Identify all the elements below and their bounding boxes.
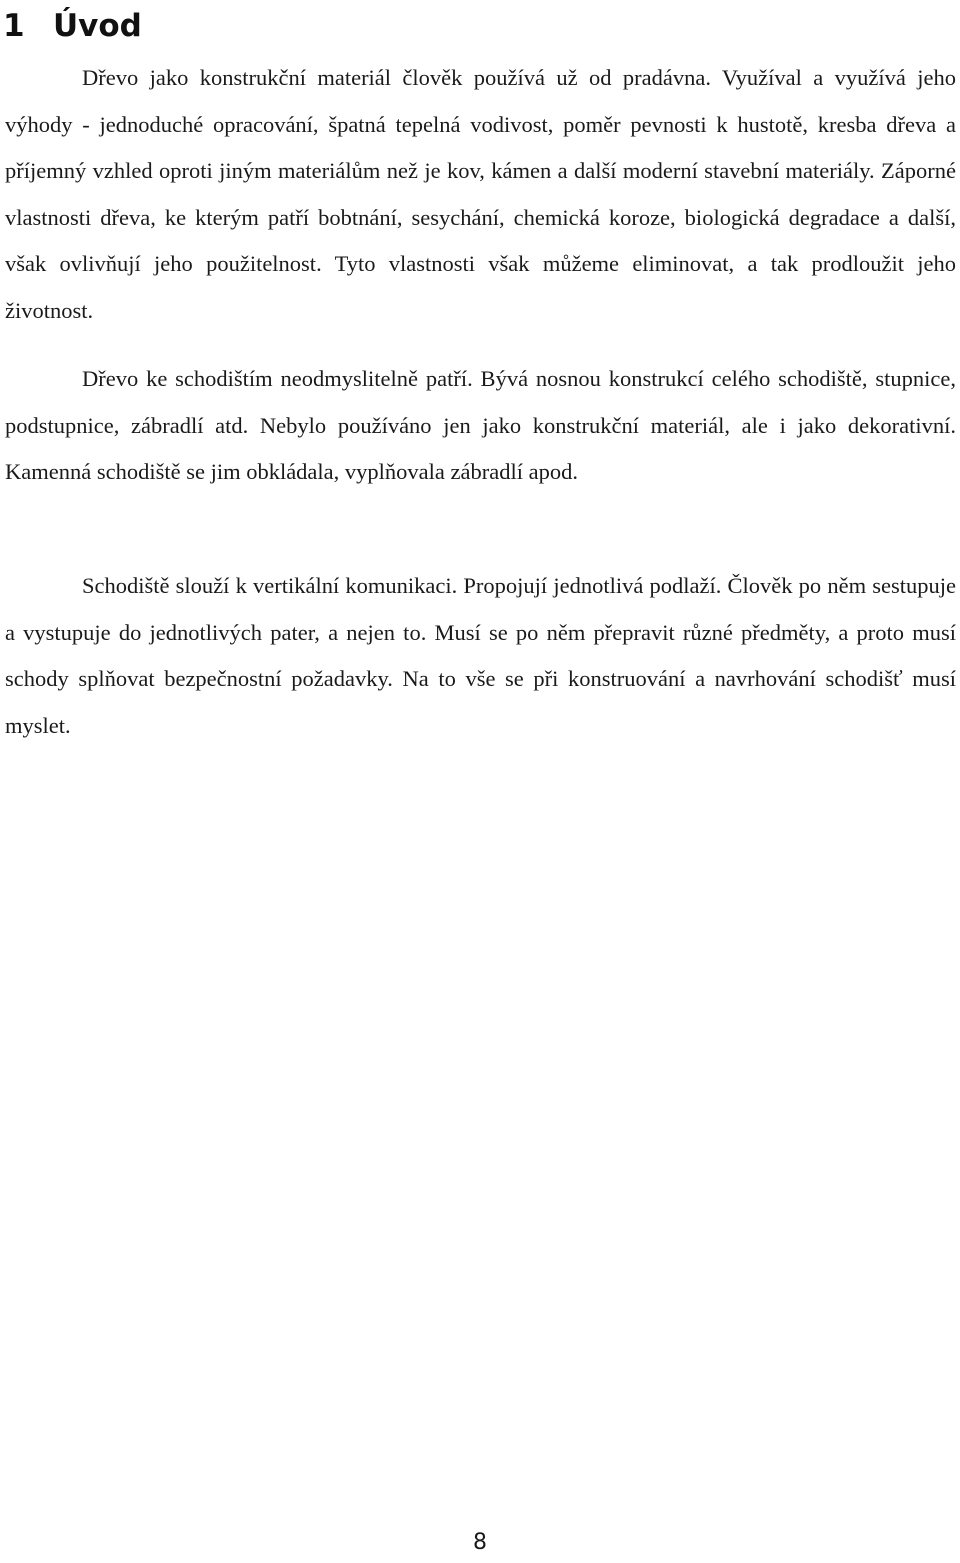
page-number: 8 [473,1530,487,1555]
paragraph-3: Schodiště slouží k vertikální komunikaci. Propojují jednotlivá podlaží. Člověk po něm sestupuje a vystupuje do jednotlivých pater, a nejen to. Musí se po něm přepravit různé předměty, a proto musí schody splňovat bezpečnostní požadavky. Na to vše se při konstruování a navrhování schodišť musí myslet. [5,573,956,738]
paragraph-1: Dřevo jako konstrukční materiál člověk používá už od pradávna. Využíval a využívá jeho výhody - jednoduché opracování, špatná tepelná vodivost, poměr pevnosti k hustotě, kresba dřeva a příjemný vzhled oproti jiným materiálům než je kov, kámen a další moderní stavební materiály. Záporné vlastnosti dřeva, ke kterým patří bobtnání, sesychání, chemická koroze, biologická degradace a další, však ovlivňují jeho použitelnost. Tyto vlastnosti však můžeme eliminovat, a tak prodloužit jeho životnost. [5,65,956,323]
chapter-title: Úvod [53,8,142,44]
paragraph-2: Dřevo ke schodištím neodmyslitelně patří. Bývá nosnou konstrukcí celého schodiště, stupnice, podstupnice, zábradlí atd. Nebylo používáno jen jako konstrukční materiál, ale i jako dekorativní. Kamenná schodiště se jim obkládala, vyplňovala zábradlí apod. [5,366,956,485]
chapter-heading [3,2,142,50]
chapter-number: 1 [3,8,25,44]
